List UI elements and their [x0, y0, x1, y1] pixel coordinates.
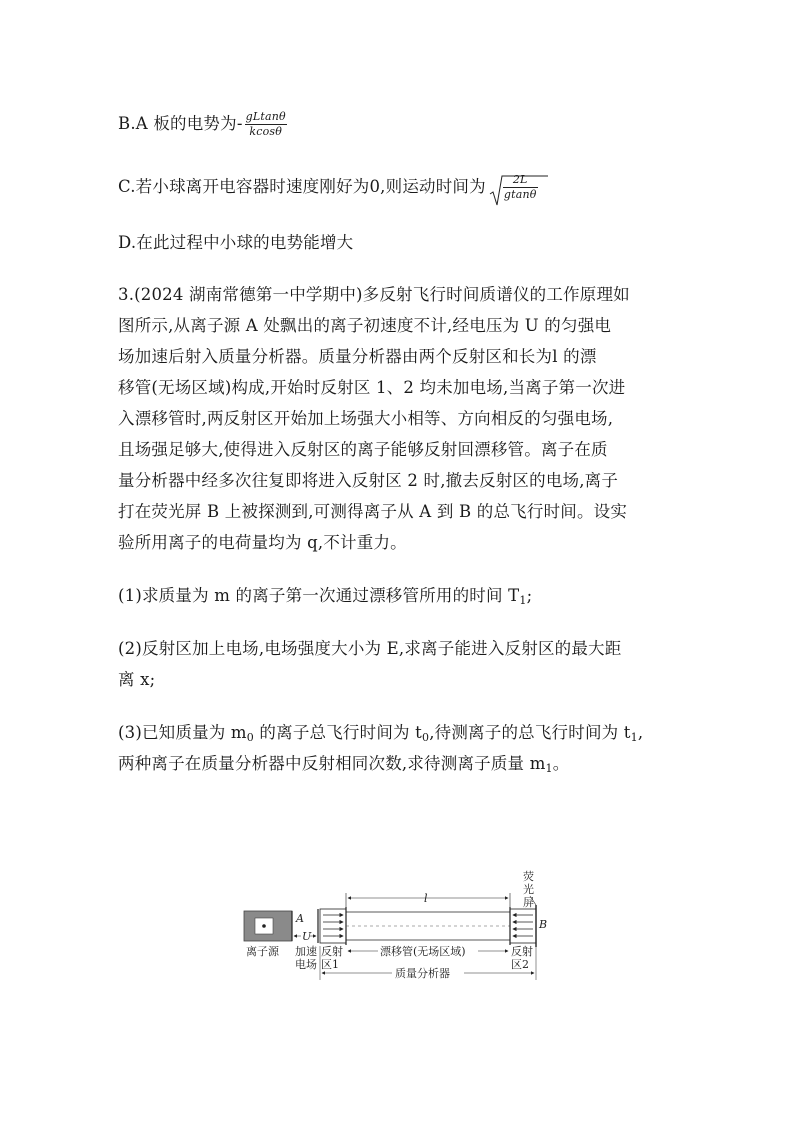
- label-u: U: [302, 930, 312, 943]
- label-l: l: [424, 892, 428, 905]
- length-dimension: [346, 893, 510, 907]
- problem-line-5: 入漂移管时,两反射区开始加上场强大小相等、方向相反的匀强电场,: [118, 409, 614, 428]
- problem-line-7: 量分析器中经多次往复即将进入反射区 2 时,撤去反射区的电场,离子: [118, 471, 619, 490]
- label-reflector-2-a: 反射: [511, 945, 533, 958]
- reflector-1: [320, 907, 346, 945]
- option-c-text: C.若小球离开电容器时速度刚好为0,则运动时间为: [118, 177, 486, 196]
- problem-line-9: 验所用离子的电荷量均为 q,不计重力。: [118, 533, 407, 552]
- question-3-sub-m1: 1: [545, 762, 553, 775]
- question-1-end: ;: [526, 586, 533, 605]
- label-reflector-2-b: 区2: [511, 958, 529, 971]
- label-drift-tube: 漂移管(无场区域): [380, 945, 466, 958]
- question-1-text: (1)求质量为 m 的离子第一次通过漂移管所用的时间 T: [118, 586, 520, 605]
- problem-line-8: 打在荧光屏 B 上被探测到,可测得离子从 A 到 B 的总飞行时间。设实: [118, 502, 628, 521]
- question-3-line-2-end: 。: [552, 754, 570, 773]
- label-ion-source: 离子源: [246, 945, 279, 958]
- screen-label-2: 光: [523, 883, 534, 896]
- question-2-line-2: 离 x;: [118, 670, 156, 689]
- problem-line-4: 移管(无场区域)构成,开始时反射区 1、2 均未加电场,当离子第一次进: [118, 378, 626, 397]
- question-3-sub-m0: 0: [246, 731, 254, 744]
- drift-tube: [346, 912, 510, 940]
- screen-label-1: 荧: [523, 870, 534, 883]
- option-c-denominator: gtanθ: [503, 188, 537, 201]
- question-3-text-a: (3)已知质量为 m: [118, 723, 247, 742]
- option-b-text: B.A 板的电势为-: [118, 114, 243, 133]
- option-d-text: D.在此过程中小球的电势能增大: [118, 233, 354, 252]
- screen-label-3: 屏: [523, 896, 534, 909]
- label-b: B: [539, 918, 548, 931]
- question-3-text-b: 的离子总飞行时间为 t: [253, 723, 422, 742]
- problem-line-2: 图所示,从离子源 A 处飘出的离子初速度不计,经电压为 U 的匀强电: [118, 316, 612, 335]
- label-a: A: [296, 912, 304, 925]
- problem-line-1: 3.(2024 湖南常德第一中学期中)多反射飞行时间质谱仪的工作原理如: [118, 285, 630, 304]
- label-analyzer: 质量分析器: [395, 967, 450, 980]
- label-accel-2: 电场: [295, 958, 317, 971]
- problem-line-6: 且场强足够大,使得进入反射区的离子能够反射回漂移管。离子在质: [118, 440, 608, 459]
- question-1-subscript: 1: [519, 594, 527, 607]
- problem-line-3: 场加速后射入质量分析器。质量分析器由两个反射区和长为l 的漂: [118, 347, 597, 366]
- question-3-sub-t0: 0: [422, 731, 430, 744]
- label-reflector-1-b: 区1: [321, 958, 339, 971]
- question-3-text-d: ,: [637, 723, 644, 742]
- question-2-line-1: (2)反射区加上电场,电场强度大小为 E,求离子能进入反射区的最大距: [118, 639, 622, 658]
- question-3-text-c: ,待测离子的总飞行时间为 t: [429, 723, 631, 742]
- reflector-2: [510, 905, 536, 947]
- question-3-sub-t1: 1: [630, 731, 638, 744]
- ion-source-block: [244, 911, 292, 941]
- option-b-denominator: kcosθ: [249, 125, 283, 138]
- option-b-numerator: gLtanθ: [245, 110, 286, 123]
- label-accel-1: 加速: [295, 945, 317, 958]
- label-reflector-1-a: 反射: [321, 945, 343, 958]
- question-3-line-2-text: 两种离子在质量分析器中反射相同次数,求待测离子质量 m: [118, 754, 546, 773]
- option-c-numerator: 2L: [503, 174, 538, 188]
